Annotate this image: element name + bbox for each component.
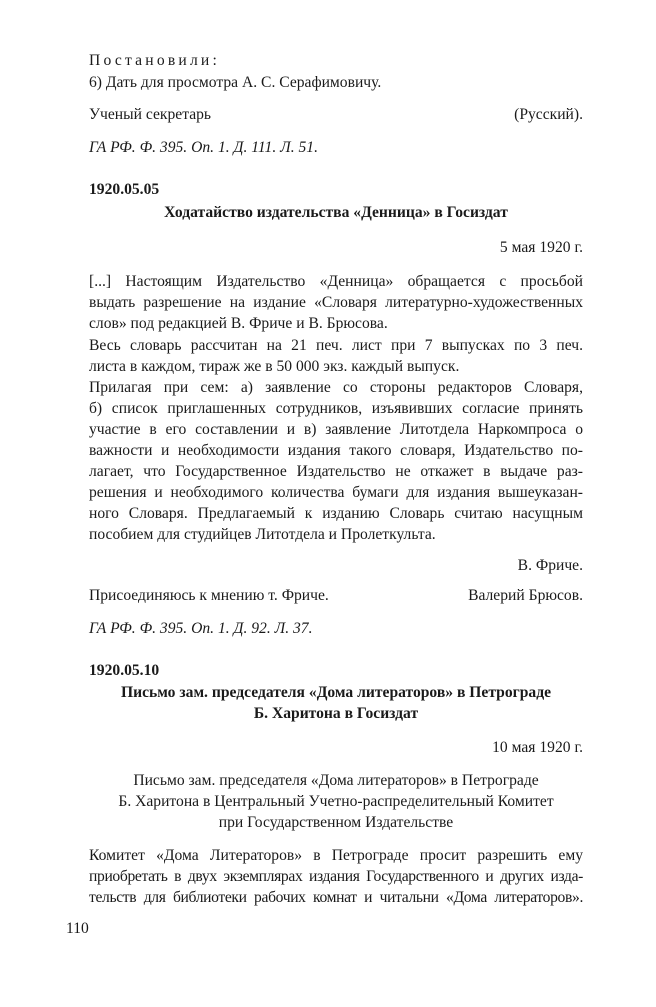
paragraph-line: решения и необходимого количества бумаги для издания вышеуказан- [89, 484, 583, 501]
paragraph-line: [...] Настоящим Издательство «Денница» обращается с просьбой [89, 273, 583, 290]
paragraph-line: лагает, что Государственное Издательство не откажет в выдаче раз- [89, 463, 583, 480]
document-title: Ходатайство издательства «Денница» в Госиздат [164, 204, 508, 221]
document-date: 5 мая 1920 г. [499, 239, 583, 256]
paragraph-line: слов» под редакцией В. Фриче и В. Брюсова. [89, 315, 388, 332]
archive-reference: ГА РФ. Ф. 395. Оп. 1. Д. 92. Л. 37. [89, 620, 313, 637]
resolved-label: Постановили: [89, 52, 221, 69]
document-title: Письмо зам. председателя «Дома литераторов» в Петрограде [120, 684, 552, 701]
resolution-item-6: 6) Дать для просмотра А. С. Серафимовичу. [89, 74, 382, 91]
paragraph-line: листа в каждом, тираж же в 50 000 экз. каждый выпуск. [89, 358, 460, 375]
paragraph-line: тельств для библиотеки рабочих комнат и читальни «Дома литераторов». [89, 889, 583, 906]
letter-heading: при Государственном Издательстве [218, 814, 454, 831]
paragraph-line: пособием для студийцев Литотдела и Пролеткульта. [89, 526, 436, 543]
paragraph-line: Прилагая при сем: а) заявление со стороны редакторов Словаря, [89, 379, 583, 396]
page-number: 110 [66, 920, 89, 937]
paragraph-line: приобретать в двух экземплярах издания Государственного и других изда- [89, 868, 583, 885]
signature: Валерий Брюсов. [468, 587, 583, 604]
paragraph-line: важности и необходимости издания такого словаря, Издательство по- [89, 442, 583, 459]
document-number: 1920.05.05 [89, 181, 160, 198]
secretary-name: (Русский). [514, 106, 583, 123]
paragraph-line: б) список приглашенных сотрудников, изъявивших согласие принять [89, 400, 583, 417]
concurrence-text: Присоединяюсь к мнению т. Фриче. [89, 587, 329, 604]
paragraph-line: участие в его составлении и в) заявление Литотдела Наркомпроса о [89, 421, 583, 438]
paragraph-line: выдать разрешение на издание «Словаря литературно-художественных [89, 294, 583, 311]
secretary-title: Ученый секретарь [89, 106, 212, 123]
paragraph-line: ного Словаря. Предлагаемый к изданию Словарь считаю насущным [89, 505, 583, 522]
document-number: 1920.05.10 [89, 662, 160, 679]
signature: В. Фриче. [517, 557, 583, 574]
letter-heading: Б. Харитона в Центральный Учетно-распределительный Комитет [118, 793, 554, 810]
paragraph-line: Весь словарь рассчитан на 21 печ. лист при 7 выпусках по 3 печ. [89, 337, 583, 354]
letter-heading: Письмо зам. председателя «Дома литераторов» в Петрограде [133, 772, 539, 789]
document-date: 10 мая 1920 г. [492, 739, 583, 756]
archive-reference: ГА РФ. Ф. 395. Оп. 1. Д. 111. Л. 51. [89, 139, 318, 156]
document-title: Б. Харитона в Госиздат [253, 705, 419, 722]
paragraph-line: Комитет «Дома Литераторов» в Петрограде просит разрешить ему [89, 847, 583, 864]
